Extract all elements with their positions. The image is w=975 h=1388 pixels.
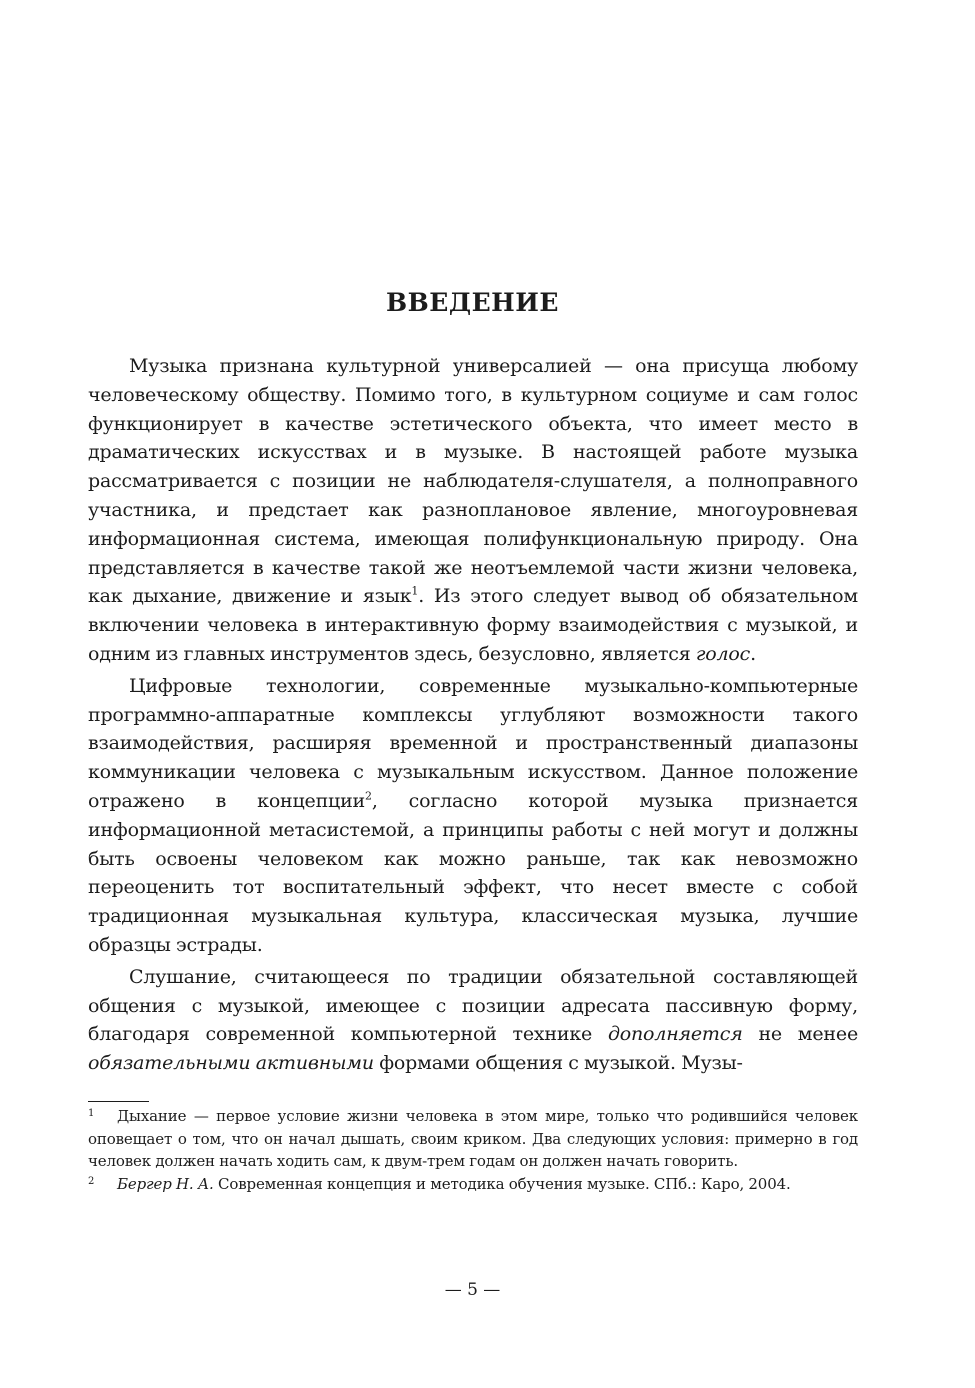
emphasis-supplemented: дополняется bbox=[607, 1023, 743, 1046]
paragraph-2-text-b: , согласно которой музыка признается информационной метасистемой, а принципы работы с ней могут и должны быть освоены человеком как можно раньше, так как невозможно переоценить тот воспитательный эффект, что несет вместе с собой традиционная музыкальная культура, классическая музыка, лучшие образцы эстрады. bbox=[88, 789, 858, 956]
paragraph-3-text-b: не менее bbox=[742, 1023, 858, 1046]
paragraph-2-text-a: Цифровые технологии, современные музыкально-компьютерные программно-аппаратные комплексы углубляют возможности такого взаимодействия, расширяя временной и пространственный диапазоны коммуникации человека с музыкальным искусством. Данное положение отражено в концепции bbox=[88, 674, 858, 812]
footnote-1: 1 Дыхание — первое условие жизни человека в этом мире, только что родившийся человек оповещает о том, что он начал дышать, своим криком. Два следующих условия: примерно в год человек должен начать ходить сам, к двум-трем годам он должен начать говорить. bbox=[88, 1107, 858, 1170]
paragraph-1 bbox=[88, 352, 858, 669]
footnote-2-text: Современная концепция и методика обучения музыке. СПб.: Каро, 2004. bbox=[213, 1174, 791, 1193]
main-text bbox=[88, 352, 858, 1078]
paragraph-2 bbox=[88, 672, 858, 960]
page-number: — 5 — bbox=[444, 1280, 501, 1300]
footnote-2-author: Бергер Н. А. bbox=[117, 1174, 214, 1193]
footnote-2: 2 Бергер Н. А. Современная концепция и методика обучения музыке. СПб.: Каро, 2004. bbox=[88, 1174, 791, 1193]
footnotes bbox=[88, 1105, 858, 1195]
footnote-separator bbox=[88, 1101, 149, 1102]
paragraph-1-text-b: . Из этого следует вывод об обязательном включении человека в интерактивную форму взаимодействия с музыкой, и одним из главных инструментов здесь, безусловно, является bbox=[88, 585, 858, 665]
paragraph-3 bbox=[88, 963, 858, 1078]
paragraph-1-text-c: . bbox=[750, 642, 756, 665]
footnote-ref-1[interactable]: 1 bbox=[411, 585, 419, 599]
paragraph-3-text-a: Слушание, считающееся по традиции обязательной составляющей общения с музыкой, имеющее с позиции адресата пассивную форму, благодаря современной компьютерной технике bbox=[88, 965, 858, 1046]
paragraph-3-text-c: формами общения с музыкой. Музы- bbox=[373, 1052, 743, 1075]
emphasis-active-forms: обязательными активными bbox=[88, 1052, 374, 1075]
footnote-1-text: Дыхание — первое условие жизни человека в этом мире, только что родившийся человек оповещает о том, что он начал дышать, своим криком. Два следующих условия: примерно в год человек должен начать ходить сам, к двум-трем годам он должен начать говорить. bbox=[88, 1107, 858, 1170]
page-title: ВВЕДЕНИЕ bbox=[386, 288, 559, 317]
paragraph-1-text-a: Музыка признана культурной универсалией — она присуща любому человеческому обществу. Помимо того, в культурном социуме и сам голос функционирует в качестве эстетического объекта, что имеет место в драматических искусствах и в музыке. В настоящей работе музыка рассматривается с позиции не наблюдателя-слушателя, а полноправного участника, и предстает как разноплановое явление, многоуровневая информационная система, имеющая полифункциональную природу. Она представляется в качестве такой же неотъемлемой части жизни человека, как дыхание, движение и язык bbox=[88, 355, 858, 608]
footnote-ref-2[interactable]: 2 bbox=[365, 789, 372, 803]
emphasis-voice: голос bbox=[695, 642, 751, 665]
